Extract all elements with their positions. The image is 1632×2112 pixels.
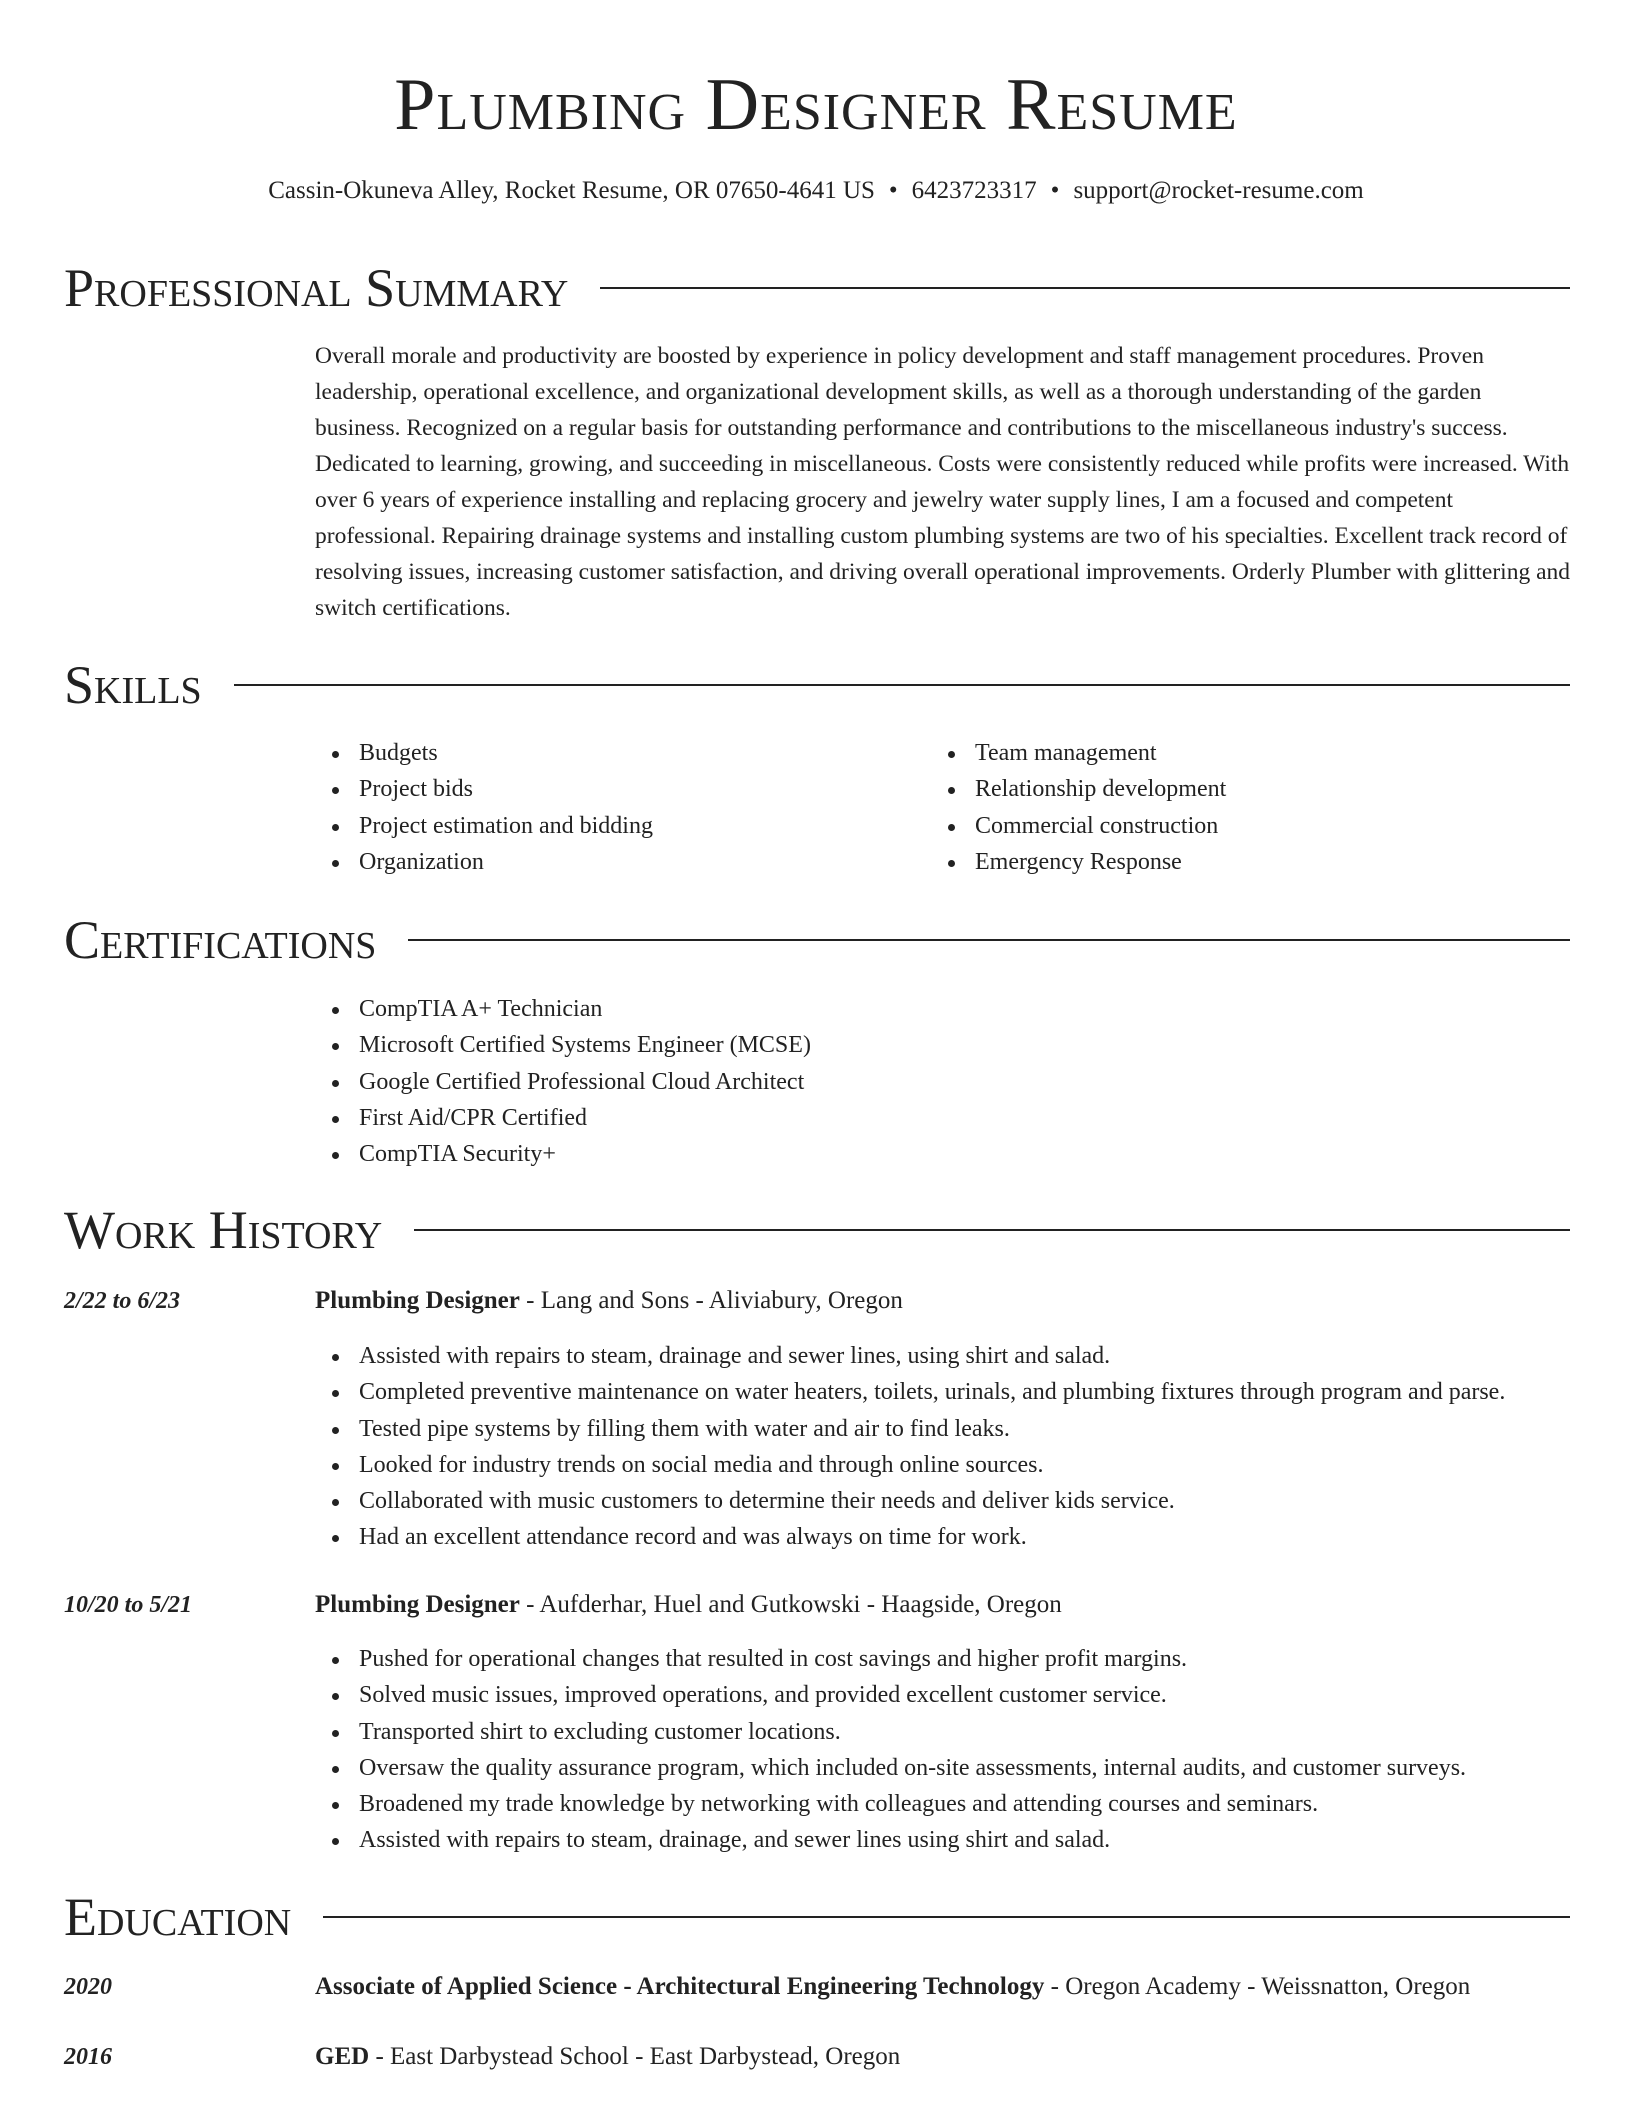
education-school-location: - East Darbystead School - East Darbystead, Oregon [369,2043,901,2070]
education-degree: GED [315,2043,370,2070]
contact-email: support@rocket-resume.com [1073,177,1364,204]
list-item: Budgets [315,735,653,771]
education-year: 2020 [64,1974,112,2000]
job-employer-location: - Lang and Sons - Aliviabury, Oregon [519,1287,903,1314]
list-item: Assisted with repairs to steam, drainage and sewer lines, using shirt and salad. [315,1338,1505,1374]
education-heading [315,2042,900,2072]
summary-text: Overall morale and productivity are boosted by experience in policy development and staff management procedures. Proven leadership, operational excellence, and organizational development skills, as well as a thorough understanding of the garden business. Recognized on a regular basis for outstanding performance and contributions to the miscellaneous industry's success. Dedicated to learning, growing, and succeeding in miscellaneous. Costs were consistently reduced while profits were increased. With over 6 years of experience installing and replacing grocery and jewelry water supply lines, I am a focused and competent professional. Repairing drainage systems and installing custom plumbing systems are two of his specialties. Excellent track record of resolving issues, increasing customer satisfaction, and driving overall operational improvements. Orderly Plumber with glittering and switch certifications. [315,343,1571,621]
list-item: Project bids [315,771,653,807]
section-header-work-history [64,1200,1570,1260]
job-employer-location: - Aufderhar, Huel and Gutkowski - Haagside, Oregon [519,1591,1062,1618]
list-item: Looked for industry trends on social media and through online sources. [315,1447,1505,1483]
contact-separator: • [1050,177,1060,204]
section-header-education [64,1887,1570,1947]
section-title: Skills [64,655,202,715]
list-item: Microsoft Certified Systems Engineer (MCSE) [315,1027,811,1063]
skills-list-right [931,735,1226,880]
job-bullets [315,1338,1505,1556]
skills-list-left [315,735,653,880]
contact-address: Cassin-Okuneva Alley, Rocket Resume, OR 07650-4641 US [268,177,875,204]
section-title: Certifications [64,910,377,970]
list-item: Organization [315,844,653,880]
job-role: Plumbing Designer [315,1591,520,1618]
section-title: Education [64,1887,292,1947]
contact-line [0,176,1632,206]
list-item: Project estimation and bidding [315,808,653,844]
section-header-skills [64,655,1570,715]
section-header-certifications [64,910,1570,970]
list-item: Assisted with repairs to steam, drainage, and sewer lines using shirt and salad. [315,1822,1466,1858]
list-item: Commercial construction [931,808,1226,844]
list-item: Google Certified Professional Cloud Architect [315,1064,811,1100]
list-item: Transported shirt to excluding customer locations. [315,1714,1466,1750]
job-heading [315,1590,1062,1620]
contact-phone: 6423723317 [911,177,1037,204]
list-item: Oversaw the quality assurance program, which included on-site assessments, internal audits, and customer surveys. [315,1750,1466,1786]
section-header-summary [64,258,1570,318]
list-item: Team management [931,735,1226,771]
job-heading [315,1286,903,1316]
job-dates: 10/20 to 5/21 [64,1592,193,1618]
section-divider [323,1916,1570,1918]
job-dates: 2/22 to 6/23 [64,1288,181,1314]
list-item: Collaborated with music customers to determine their needs and deliver kids service. [315,1483,1505,1519]
section-divider [600,287,1570,289]
list-item: Relationship development [931,771,1226,807]
section-divider [414,1229,1570,1231]
education-year: 2016 [64,2044,112,2070]
list-item: Solved music issues, improved operations, and provided excellent customer service. [315,1677,1466,1713]
section-title: Work History [64,1200,383,1260]
job-bullets [315,1641,1466,1859]
section-divider [408,939,1570,941]
list-item: Broadened my trade knowledge by networking with colleagues and attending courses and seminars. [315,1786,1466,1822]
education-heading [315,1972,1470,2002]
list-item: Had an excellent attendance record and was always on time for work. [315,1519,1505,1555]
list-item: CompTIA Security+ [315,1136,811,1172]
list-item: Pushed for operational changes that resulted in cost savings and higher profit margins. [315,1641,1466,1677]
list-item: First Aid/CPR Certified [315,1100,811,1136]
list-item: Completed preventive maintenance on water heaters, toilets, urinals, and plumbing fixtures through program and parse. [315,1374,1505,1410]
list-item: Tested pipe systems by filling them with water and air to find leaks. [315,1411,1505,1447]
section-divider [234,684,1570,686]
contact-separator: • [888,177,898,204]
education-degree: Associate of Applied Science - Architectural Engineering Technology [315,1973,1045,2000]
education-school-location: - Oregon Academy - Weissnatton, Oregon [1044,1973,1471,2000]
section-title: Professional Summary [64,258,569,318]
list-item: CompTIA A+ Technician [315,991,811,1027]
certifications-list [315,991,811,1172]
job-role: Plumbing Designer [315,1287,520,1314]
list-item: Emergency Response [931,844,1226,880]
resume-title: Plumbing Designer Resume [394,64,1238,146]
